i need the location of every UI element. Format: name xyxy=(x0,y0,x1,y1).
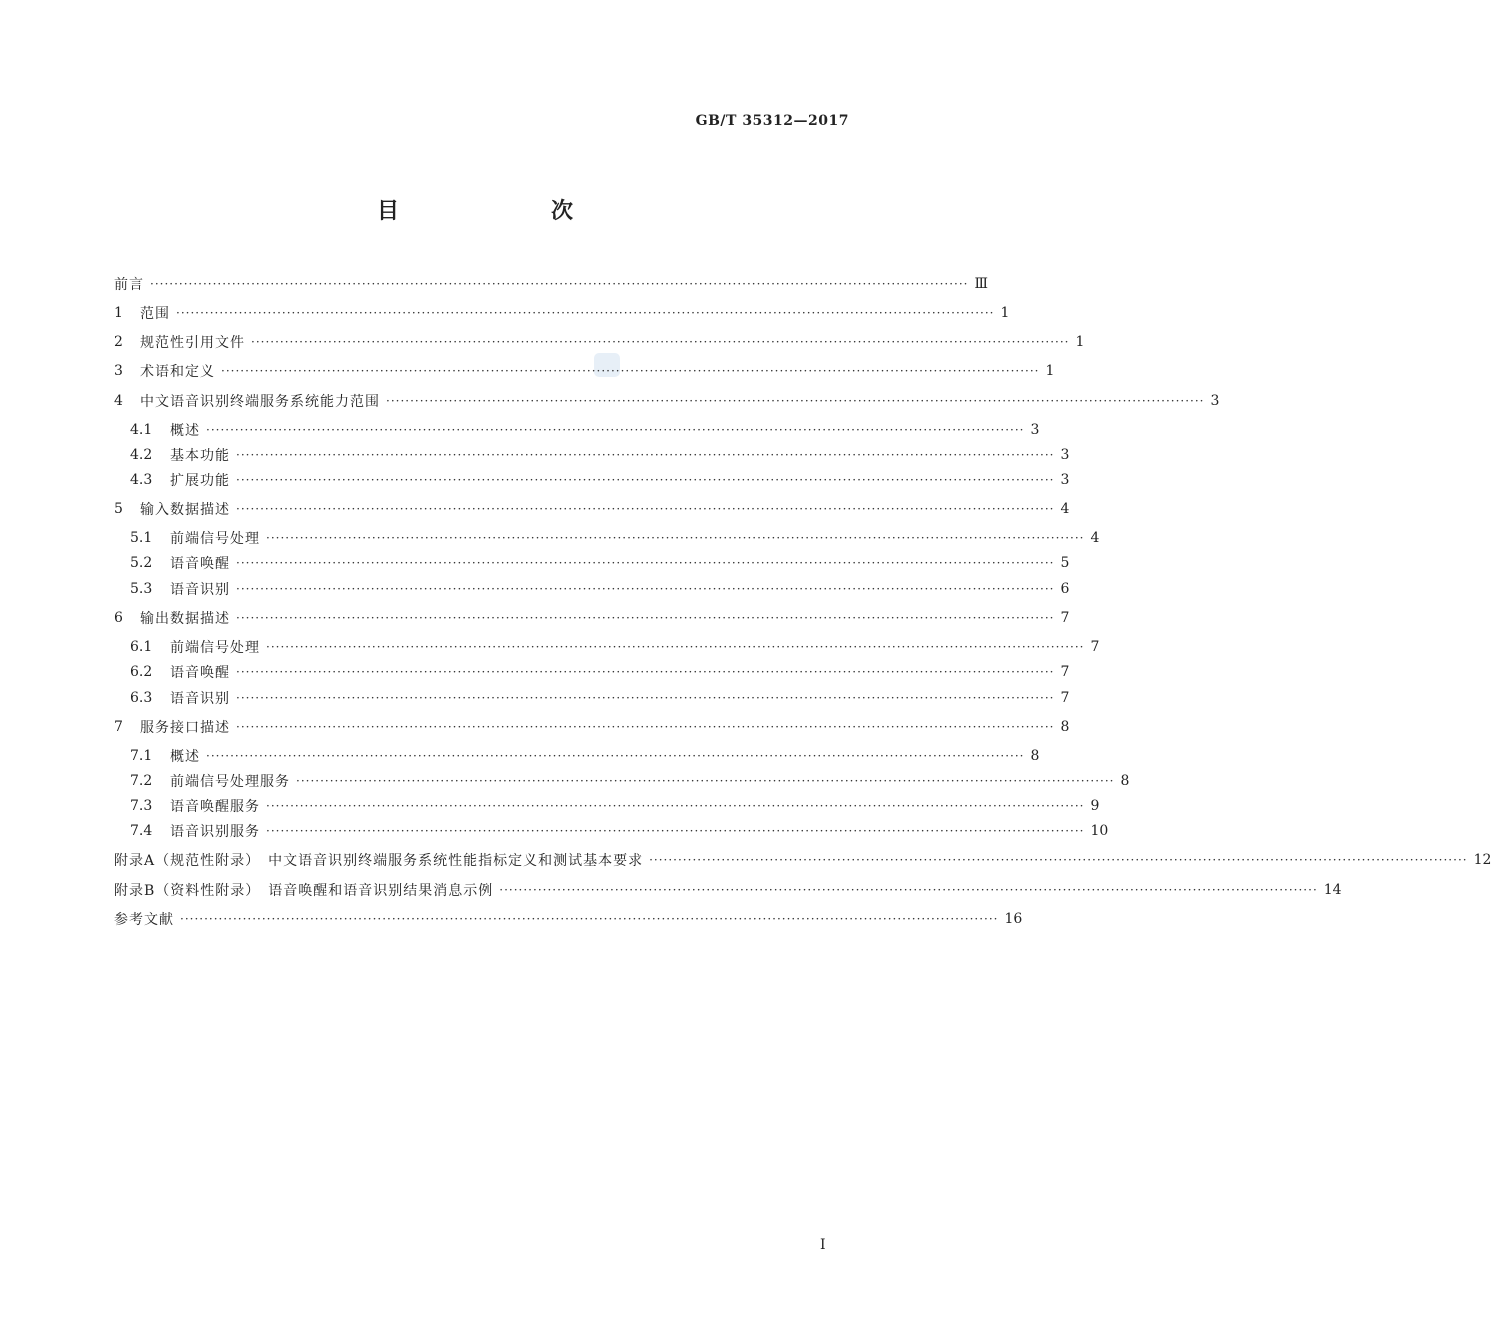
toc-entry-label: 前端信号处理 xyxy=(170,531,260,547)
toc-entry-label: 前端信号处理 xyxy=(170,640,260,656)
toc-subentry[interactable] xyxy=(130,771,1130,791)
toc-entry-page: 8 xyxy=(1120,773,1130,789)
toc-entry-label: 服务接口描述 xyxy=(140,720,230,736)
toc-entry-page: 8 xyxy=(1030,748,1040,764)
toc-entry-number: 5.2 xyxy=(130,555,153,571)
toc-subentry[interactable] xyxy=(130,528,1100,548)
toc-leader-dots: ·········································································································································································· xyxy=(386,394,1205,408)
toc-entry-label: 参考文献 xyxy=(114,912,174,928)
toc-entry-page: 3 xyxy=(1060,447,1070,463)
toc-entry[interactable] xyxy=(114,499,1070,519)
toc-entry-label: 中文语音识别终端服务系统能力范围 xyxy=(140,394,380,410)
toc-subentry[interactable] xyxy=(130,746,1040,766)
toc-leader-dots: ·········································································································································································· xyxy=(236,611,1055,625)
toc-subentry[interactable] xyxy=(130,470,1070,490)
toc-leader-dots: ·········································································································································································· xyxy=(251,335,1070,349)
toc-entry-references[interactable] xyxy=(114,909,1023,929)
toc-leader-dots: ·········································································································································································· xyxy=(296,774,1115,788)
toc-leader-dots: ·········································································································································································· xyxy=(221,364,1040,378)
toc-leader-dots: ·········································································································································································· xyxy=(266,824,1085,838)
toc-entry-page: 1 xyxy=(1045,363,1055,379)
toc-entry-page: 16 xyxy=(1004,911,1023,927)
toc-entry-number: 5.1 xyxy=(130,530,153,546)
toc-entry[interactable] xyxy=(114,391,1220,411)
toc-entry-page: 14 xyxy=(1323,882,1342,898)
toc-subentry[interactable] xyxy=(130,821,1109,841)
toc-entry-label: 前端信号处理服务 xyxy=(170,774,290,790)
toc-leader-dots: ·········································································································································································· xyxy=(236,556,1055,570)
toc-leader-dots: ·········································································································································································· xyxy=(206,749,1025,763)
toc-entry-label: 输入数据描述 xyxy=(140,502,230,518)
toc-entry-number: 2 xyxy=(114,334,123,350)
toc-entry-number: 4.2 xyxy=(130,447,153,463)
toc-entry[interactable] xyxy=(114,608,1070,628)
toc-entry[interactable] xyxy=(114,361,1055,381)
toc-entry-number: 1 xyxy=(114,305,123,321)
toc-subentry[interactable] xyxy=(130,637,1100,657)
toc-entry-number: 7.1 xyxy=(130,748,153,764)
toc-subentry[interactable] xyxy=(130,445,1070,465)
toc-entry-page: 1 xyxy=(1075,334,1085,350)
toc-entry-label: 语音唤醒 xyxy=(170,665,230,681)
toc-subentry[interactable] xyxy=(130,688,1070,708)
toc-entry-page: 8 xyxy=(1060,719,1070,735)
toc-subentry[interactable] xyxy=(130,662,1070,682)
toc-entry-number: 6 xyxy=(114,610,123,626)
toc-subentry[interactable] xyxy=(130,796,1100,816)
toc-entry-label: 语音唤醒 xyxy=(170,556,230,572)
toc-entry-number: 7 xyxy=(114,719,123,735)
toc-leader-dots: ·········································································································································································· xyxy=(236,691,1055,705)
toc-entry-label: 规范性引用文件 xyxy=(140,335,245,351)
toc-entry-number: 6.1 xyxy=(130,639,153,655)
toc-entry-appendix-a[interactable] xyxy=(114,850,1491,870)
toc-entry-page: 3 xyxy=(1060,472,1070,488)
toc-entry-label: 术语和定义 xyxy=(140,364,215,380)
toc-entry-number: 6.2 xyxy=(130,664,153,680)
toc-entry[interactable] xyxy=(114,274,988,294)
toc-entry-page: 9 xyxy=(1090,798,1100,814)
toc-entry-label: 语音识别 xyxy=(170,691,230,707)
toc-entry-label: 附录A（规范性附录） 中文语音识别终端服务系统性能指标定义和测试基本要求 xyxy=(114,853,644,869)
toc-leader-dots: ·········································································································································································· xyxy=(266,799,1085,813)
toc-leader-dots: ·········································································································································································· xyxy=(649,853,1468,867)
page-number: Ⅰ xyxy=(820,1237,826,1253)
toc-entry-page: Ⅲ xyxy=(974,276,988,292)
toc-entry-page: 6 xyxy=(1060,581,1070,597)
toc-entry-number: 3 xyxy=(114,363,123,379)
toc-subentry[interactable] xyxy=(130,553,1070,573)
toc-entry-label: 输出数据描述 xyxy=(140,611,230,627)
toc-leader-dots: ·········································································································································································· xyxy=(180,912,999,926)
toc-leader-dots: ·········································································································································································· xyxy=(236,502,1055,516)
toc-entry-page: 3 xyxy=(1210,393,1220,409)
toc-leader-dots: ·········································································································································································· xyxy=(236,665,1055,679)
toc-leader-dots: ·········································································································································································· xyxy=(236,720,1055,734)
standard-code: GB/T 35312—2017 xyxy=(695,113,849,129)
toc-entry-label: 扩展功能 xyxy=(170,473,230,489)
toc-entry-number: 6.3 xyxy=(130,690,153,706)
toc-entry-page: 4 xyxy=(1090,530,1100,546)
toc-entry-page: 1 xyxy=(1000,305,1010,321)
toc-leader-dots: ·········································································································································································· xyxy=(176,306,995,320)
toc-entry-number: 4.1 xyxy=(130,422,153,438)
toc-entry-page: 3 xyxy=(1030,422,1040,438)
toc-entry-page: 4 xyxy=(1060,501,1070,517)
toc-subentry[interactable] xyxy=(130,420,1040,440)
toc-entry-page: 12 xyxy=(1473,852,1491,868)
toc-entry-page: 7 xyxy=(1090,639,1100,655)
toc-entry-label: 前言 xyxy=(114,277,144,293)
toc-entry-page: 7 xyxy=(1060,690,1070,706)
toc-entry-page: 5 xyxy=(1060,555,1070,571)
toc-entry-number: 7.2 xyxy=(130,773,153,789)
toc-entry[interactable] xyxy=(114,332,1085,352)
toc-entry-label: 语音唤醒服务 xyxy=(170,799,260,815)
toc-entry-label: 语音识别 xyxy=(170,582,230,598)
toc-entry-page: 7 xyxy=(1060,664,1070,680)
toc-entry-number: 4.3 xyxy=(130,472,153,488)
toc-entry-number: 5.3 xyxy=(130,581,153,597)
toc-entry-number: 5 xyxy=(114,501,123,517)
toc-leader-dots: ·········································································································································································· xyxy=(236,473,1055,487)
toc-entry-page: 10 xyxy=(1090,823,1109,839)
toc-subentry[interactable] xyxy=(130,579,1070,599)
toc-entry[interactable] xyxy=(114,717,1070,737)
toc-title: 目 次 xyxy=(376,199,609,224)
toc-entry-number: 7.3 xyxy=(130,798,153,814)
toc-entry-number: 4 xyxy=(114,393,123,409)
toc-entry[interactable] xyxy=(114,303,1010,323)
toc-entry-appendix-b[interactable] xyxy=(114,880,1342,900)
toc-entry-label: 基本功能 xyxy=(170,448,230,464)
toc-leader-dots: ·········································································································································································· xyxy=(150,277,969,291)
toc-entry-label: 语音识别服务 xyxy=(170,824,260,840)
toc-entry-label: 范围 xyxy=(140,306,170,322)
toc-leader-dots: ·········································································································································································· xyxy=(236,448,1055,462)
toc-entry-number: 7.4 xyxy=(130,823,153,839)
toc-entry-page: 7 xyxy=(1060,610,1070,626)
toc-leader-dots: ·········································································································································································· xyxy=(266,531,1085,545)
toc-entry-label: 概述 xyxy=(170,749,200,765)
toc-leader-dots: ·········································································································································································· xyxy=(206,423,1025,437)
toc-leader-dots: ·········································································································································································· xyxy=(266,640,1085,654)
toc-leader-dots: ·········································································································································································· xyxy=(236,582,1055,596)
toc-leader-dots: ·········································································································································································· xyxy=(499,883,1318,897)
toc-entry-label: 概述 xyxy=(170,423,200,439)
toc-entry-label: 附录B（资料性附录） 语音唤醒和语音识别结果消息示例 xyxy=(114,883,494,899)
